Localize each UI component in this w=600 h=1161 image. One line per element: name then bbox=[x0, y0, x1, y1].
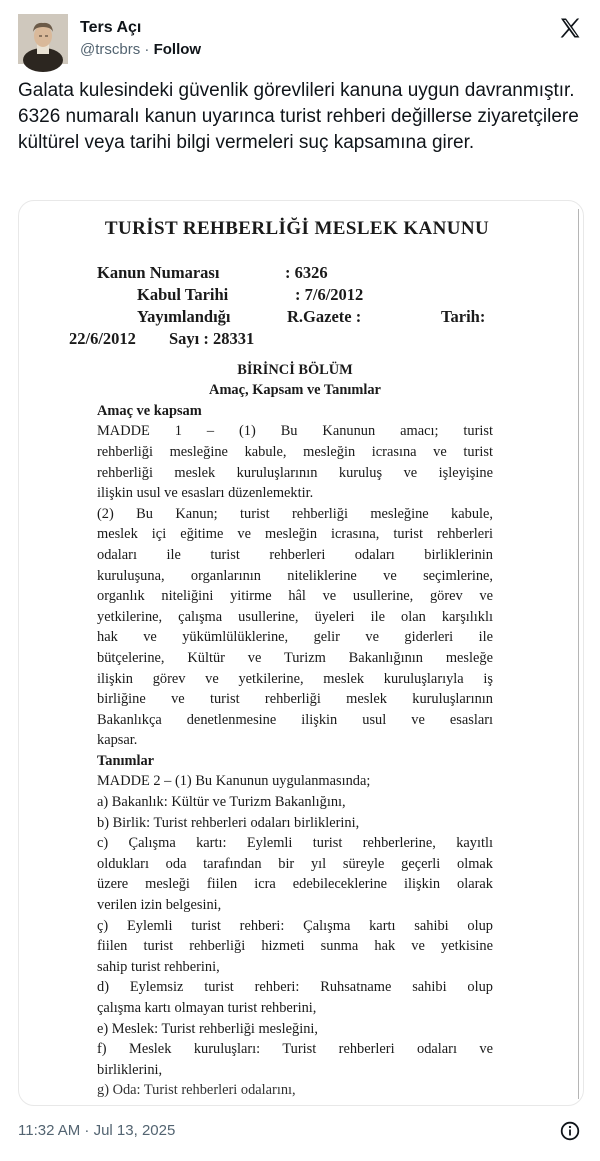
display-name[interactable]: Ters Açı bbox=[80, 19, 142, 36]
definition-d-line: çalışma kartı olmayan turist rehberini, bbox=[97, 1000, 317, 1016]
definition-b: b) Birlik: Turist rehberleri odaları birliklerini, bbox=[97, 814, 360, 831]
definition-c-line: üzere mesleği fiilen icra edebileceklerine ilişkin olarak bbox=[97, 876, 493, 893]
info-icon[interactable] bbox=[560, 1121, 580, 1141]
publish-date: 22/6/2012 bbox=[69, 328, 136, 348]
m1-p2-line: meslek içi eğitime ve mesleğin icrasına, turist rehberleri bbox=[97, 526, 493, 543]
law-meta bbox=[69, 262, 493, 350]
m1-p2-line: (2) Bu Kanun; turist rehberliği mesleğine kabule, bbox=[97, 505, 493, 522]
definition-a: a) Bakanlık: Kültür ve Turizm Bakanlığını, bbox=[97, 794, 346, 811]
timestamp[interactable]: 11:32 AM · Jul 13, 2025 bbox=[18, 1122, 176, 1139]
tweet-footer bbox=[18, 1120, 582, 1144]
user-handle[interactable]: @trscbrs bbox=[80, 41, 141, 58]
gazete-label: R.Gazete : bbox=[287, 306, 362, 326]
definition-c-line: oldukları oda tarafından bir yıl süreyle geçerli olmak bbox=[97, 855, 493, 872]
tarih-label: Tarih: bbox=[441, 306, 486, 326]
definition-f-line: f) Meslek kuruluşları: Turist rehberleri odaları ve bbox=[97, 1041, 493, 1058]
document-title: TURİST REHBERLİĞİ MESLEK KANUNU bbox=[104, 218, 490, 239]
definition-c-line: verilen izin belgesini, bbox=[97, 897, 222, 914]
m1-p2-line: organlık niteliğini yitirme hâl ve usullerine, görev ve bbox=[97, 588, 493, 605]
separator-dot: · bbox=[144, 41, 150, 58]
definition-cc-line: sahip turist rehberini, bbox=[97, 958, 220, 975]
document-image[interactable] bbox=[18, 200, 584, 1106]
gazete-number: Sayı : 28331 bbox=[169, 328, 255, 348]
definition-f-line: birliklerini, bbox=[97, 1061, 163, 1078]
m1-line: MADDE 1 – (1) Bu Kanunun amacı; turist bbox=[97, 423, 493, 440]
handle-row bbox=[80, 40, 201, 60]
section-title: Amaç, Kapsam ve Tanımlar bbox=[209, 382, 381, 399]
definition-e: e) Meslek: Turist rehberliği mesleğini, bbox=[97, 1020, 319, 1037]
m1-p2-line: yetkilerine, çalışma usullerine, üyeleri ile olan karşılıklı bbox=[97, 608, 493, 625]
definition-cc-line: ç) Eylemli turist rehberi: Çalışma kartı sahibi olup bbox=[97, 917, 493, 934]
tweet-header bbox=[18, 12, 582, 68]
tweet-text: Galata kulesindeki güvenlik görevlileri kanuna uygun davranmıştır. 6326 numaralı kanun uyarınca turist rehberi değillerse ziyaretçilere kültürel veya tarihi bilgi vermeleri suç kapsamına girer. bbox=[18, 80, 585, 153]
x-logo-icon[interactable] bbox=[558, 16, 582, 40]
kanun-number-value: : 6326 bbox=[285, 262, 328, 282]
m1-p2-line: kapsar. bbox=[97, 732, 138, 749]
m1-p2-line: odaları ile turist rehberleri odaları birliklerinin bbox=[97, 546, 493, 563]
definition-c-line: c) Çalışma kartı: Eylemli turist rehberlerine, kayıtlı bbox=[97, 835, 493, 852]
definition-cc-line: fiilen turist rehberliği hizmeti sunma hak ve yetkisine bbox=[97, 938, 493, 955]
m2-intro: MADDE 2 – (1) Bu Kanunun uygulanmasında; bbox=[97, 773, 371, 790]
m1-line: rehberliği mesleğine kabule, mesleğin icrasına ve turist bbox=[97, 443, 493, 460]
subheading-tanimlar: Tanımlar bbox=[97, 752, 155, 769]
m1-p2-line: ilişkin görev ve yetkilerine, meslek kuruluşlarıyla iş bbox=[97, 670, 493, 687]
m1-line: rehberliği meslek kuruluşlarının kuruluş ve işleyişine bbox=[97, 464, 493, 481]
law-document bbox=[69, 218, 493, 1099]
m1-p2-line: hak ve yükümlülüklerine, gelir ve giderleri ile bbox=[97, 629, 493, 646]
subheading-amac: Amaç ve kapsam bbox=[97, 402, 202, 419]
m1-line: ilişkin usul ve esasları düzenlemektir. bbox=[97, 485, 314, 502]
definition-d-line: d) Eylemsiz turist rehberi: Ruhsatname sahibi olup bbox=[97, 979, 493, 996]
portrait-avatar-icon[interactable] bbox=[18, 14, 68, 64]
yayim-label: Yayımlandığı bbox=[137, 306, 231, 326]
m1-p2-line: kuruluşuna, organlarının niteliklerine ve seçimlerine, bbox=[97, 567, 493, 584]
m1-p2-line: bütçelerine, Kültür ve Turizm Bakanlığının mesleğe bbox=[97, 649, 493, 666]
scan-edge-line bbox=[578, 209, 579, 1099]
m1-p2-line: Bakanlıkça denetlenmesine ilişkin usul ve esasları bbox=[97, 711, 493, 728]
follow-button[interactable]: Follow bbox=[153, 41, 202, 58]
m1-p2-line: birliğine ve turist rehberliği meslek kuruluşlarının bbox=[97, 691, 493, 708]
kabul-label: Kabul Tarihi bbox=[137, 284, 229, 304]
user-names bbox=[80, 18, 201, 60]
section-heading: BİRİNCİ BÖLÜM bbox=[237, 361, 353, 378]
definition-g-cut: g) Oda: Turist rehberleri odalarını, bbox=[97, 1082, 296, 1099]
kanun-number-label: Kanun Numarası bbox=[97, 262, 220, 282]
kabul-value: : 7/6/2012 bbox=[295, 284, 364, 304]
